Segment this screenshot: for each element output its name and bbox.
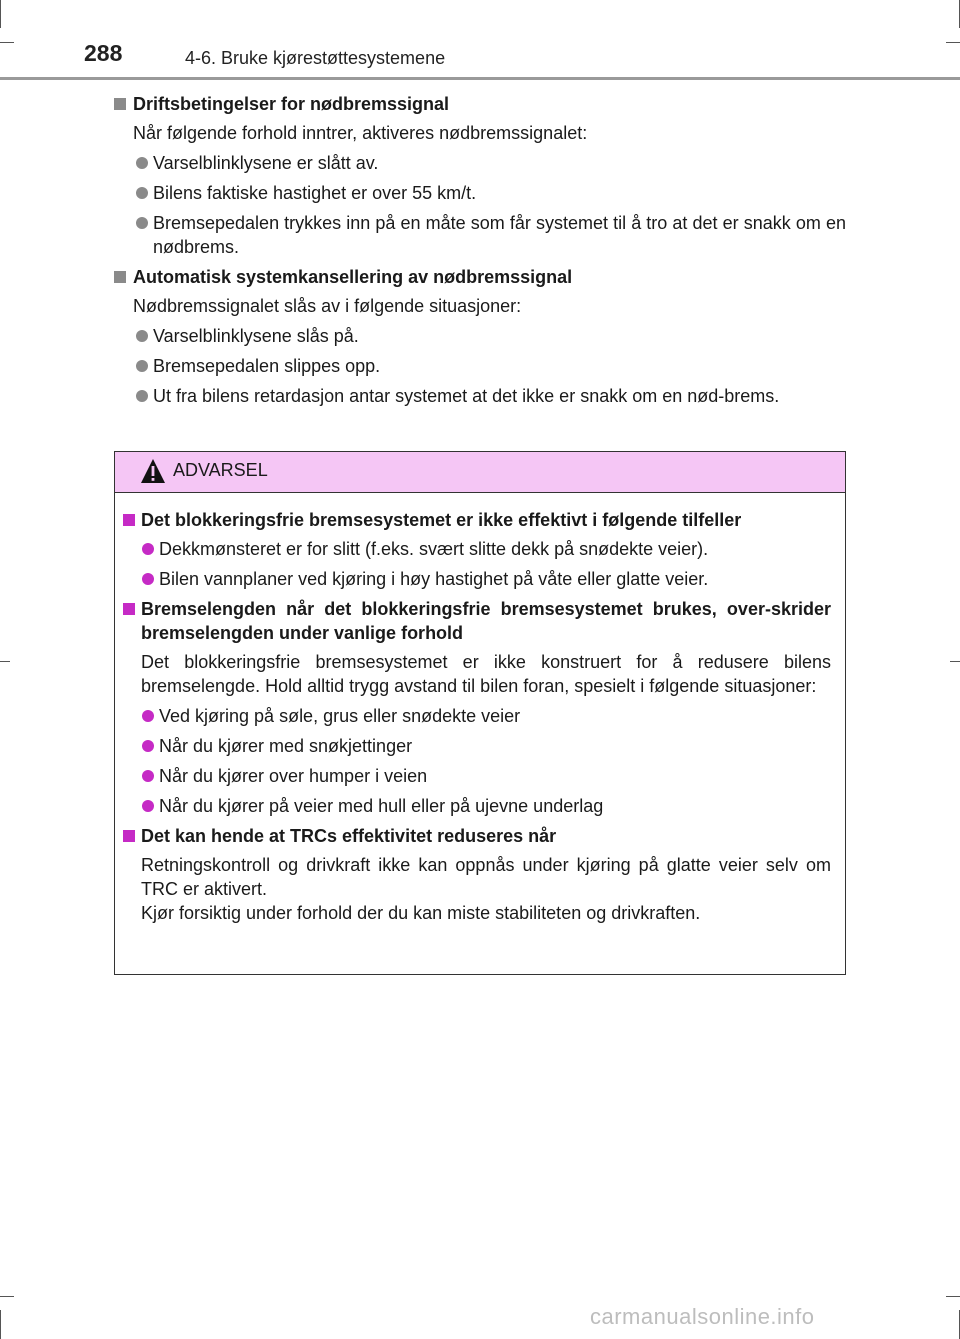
round-bullet-icon xyxy=(142,573,154,585)
crop-mark xyxy=(0,661,10,662)
square-bullet-icon xyxy=(114,271,126,283)
round-bullet-icon xyxy=(142,543,154,555)
crop-mark xyxy=(0,1296,14,1297)
crop-mark xyxy=(0,1310,1,1339)
round-bullet-icon xyxy=(136,187,148,199)
list-item: Ut fra bilens retardasjon antar systemet at det ikke er snakk om en nød-brems. xyxy=(114,384,846,408)
warning-header xyxy=(115,452,845,493)
main-content xyxy=(114,92,846,414)
warning-text: Kjør forsiktig under forhold der du kan miste stabiliteten og drivkraften. xyxy=(141,903,701,923)
warning-triangle-icon xyxy=(140,458,166,484)
list-item: Varselblinklysene slås på. xyxy=(114,324,846,348)
round-bullet-icon xyxy=(142,800,154,812)
warning-text: Det blokkeringsfrie bremsesystemet er ikke konstruert for å redusere bilens bremselengde. Hold alltid trygg avstand til bilen foran, spesielt i følgende situasjoner: xyxy=(141,652,831,696)
warning-heading: Det blokkeringsfrie bremsesystemet er ikke effektivt i følgende tilfeller xyxy=(123,508,831,532)
chapter-title: 4-6. Bruke kjørestøttesystemene xyxy=(185,48,446,68)
section-heading: Driftsbetingelser for nødbremssignal xyxy=(114,92,846,116)
section-heading: Automatisk systemkansellering av nødbremssignal xyxy=(114,265,846,289)
round-bullet-icon xyxy=(142,710,154,722)
square-bullet-icon xyxy=(114,98,126,110)
section-intro: Når følgende forhold inntrer, aktiveres nødbremssignalet: xyxy=(133,123,588,143)
crop-mark xyxy=(950,661,960,662)
warning-box xyxy=(114,451,846,975)
warning-heading: Bremselengden når det blokkeringsfrie bremsesystemet brukes, over-skrider bremselengden under vanlige forhold xyxy=(123,597,831,645)
round-bullet-icon xyxy=(136,217,148,229)
list-item: Bilen vannplaner ved kjøring i høy hastighet på våte eller glatte veier. xyxy=(123,567,831,591)
warning-body xyxy=(123,508,831,931)
list-item: Bremsepedalen trykkes inn på en måte som får systemet til å tro at det er snakk om en nødbrems. xyxy=(114,211,846,259)
watermark-footer: carmanualsonline.info xyxy=(590,1304,815,1329)
list-item: Dekkmønsteret er for slitt (f.eks. svært slitte dekk på snødekte veier). xyxy=(123,537,831,561)
page-number: 288 xyxy=(84,40,123,66)
round-bullet-icon xyxy=(142,770,154,782)
square-bullet-icon xyxy=(123,603,135,615)
list-item: Ved kjøring på søle, grus eller snødekte veier xyxy=(123,704,831,728)
page-header xyxy=(0,38,960,78)
list-item: Bilens faktiske hastighet er over 55 km/t. xyxy=(114,181,846,205)
crop-mark xyxy=(0,0,1,28)
list-item: Når du kjører over humper i veien xyxy=(123,764,831,788)
list-item: Bremsepedalen slippes opp. xyxy=(114,354,846,378)
round-bullet-icon xyxy=(142,740,154,752)
warning-heading: Det kan hende at TRCs effektivitet reduseres når xyxy=(123,824,831,848)
warning-title: ADVARSEL xyxy=(173,460,268,480)
square-bullet-icon xyxy=(123,830,135,842)
round-bullet-icon xyxy=(136,360,148,372)
warning-text: Retningskontroll og drivkraft ikke kan oppnås under kjøring på glatte veier selv om TRC er aktivert. xyxy=(141,855,831,899)
list-item: Varselblinklysene er slått av. xyxy=(114,151,846,175)
round-bullet-icon xyxy=(136,330,148,342)
square-bullet-icon xyxy=(123,514,135,526)
header-rule xyxy=(0,77,960,80)
crop-mark xyxy=(946,1296,960,1297)
section-intro: Nødbremssignalet slås av i følgende situasjoner: xyxy=(133,296,522,316)
list-item: Når du kjører på veier med hull eller på ujevne underlag xyxy=(123,794,831,818)
list-item: Når du kjører med snøkjettinger xyxy=(123,734,831,758)
round-bullet-icon xyxy=(136,390,148,402)
round-bullet-icon xyxy=(136,157,148,169)
